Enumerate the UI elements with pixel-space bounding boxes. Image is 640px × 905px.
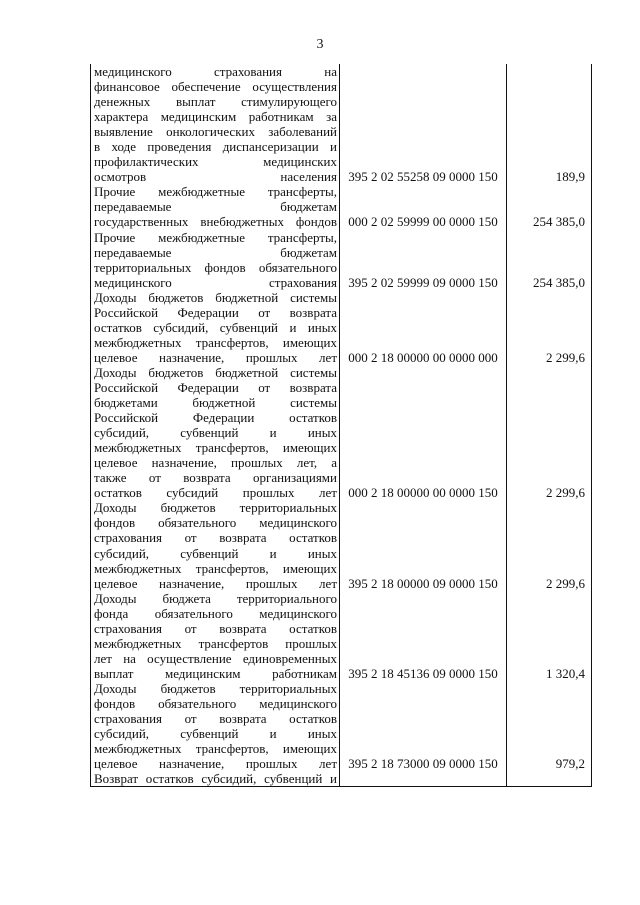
table-row <box>91 64 591 184</box>
revenue-description-cell <box>91 681 340 771</box>
table-row <box>91 184 591 229</box>
table-row <box>91 591 591 681</box>
description-line: медицинского страхования <box>94 274 337 290</box>
amount-cell: 979,2 <box>555 756 585 772</box>
description-line: Доходы бюджетов бюджетной системы <box>94 364 337 380</box>
description-line: страхования от возврата остатков <box>94 620 337 636</box>
description-line: Доходы бюджетов территориальных <box>94 680 337 696</box>
budget-table <box>90 64 592 787</box>
description-line: целевое назначение, прошлых лет, а <box>94 455 337 471</box>
description-line: Доходы бюджетов территориальных <box>94 500 337 516</box>
description-line: выплат медицинским работникам <box>94 665 337 681</box>
description-line: передаваемые бюджетам <box>94 199 337 215</box>
description-line: профилактических медицинских <box>94 154 337 170</box>
description-line: субсидий, субвенций и иных <box>94 545 337 561</box>
revenue-description-cell <box>91 771 340 786</box>
budget-classification-code-cell: 000 2 02 59999 00 0000 150 <box>340 184 507 229</box>
amount-cell <box>507 771 589 786</box>
description-line: Прочие межбюджетные трансферты, <box>94 184 337 200</box>
description-line: Российской Федерации от возврата <box>94 304 337 320</box>
description-line: страхования от возврата остатков <box>94 530 337 546</box>
budget-classification-code-cell: 395 2 18 45136 09 0000 150 <box>340 591 507 681</box>
description-line: медицинского страхования на <box>94 64 337 79</box>
description-line: характера медицинским работникам за <box>94 109 337 125</box>
description-line: выявление онкологических заболеваний <box>94 124 337 140</box>
revenue-description-cell <box>91 500 340 590</box>
description-line: субсидий, субвенций и иных <box>94 726 337 742</box>
budget-classification-code-cell <box>340 771 507 786</box>
description-line: межбюджетных трансфертов прошлых <box>94 635 337 651</box>
description-line: лет на осуществление единовременных <box>94 650 337 666</box>
table-row <box>91 681 591 771</box>
description-line: территориальных фондов обязательного <box>94 259 337 275</box>
description-line: финансовое обеспечение осуществления <box>94 79 337 95</box>
description-line: целевое назначение, прошлых лет <box>94 756 337 772</box>
description-line: межбюджетных трансфертов, имеющих <box>94 560 337 576</box>
description-line: государственных внебюджетных фондов <box>94 214 337 230</box>
budget-classification-code-cell: 000 2 18 00000 00 0000 000 <box>340 290 507 365</box>
amount-cell: 1 320,4 <box>546 665 585 681</box>
revenue-description-cell <box>91 290 340 365</box>
description-line: фондов обязательного медицинского <box>94 695 337 711</box>
amount-cell: 189,9 <box>555 169 585 185</box>
description-line: субсидий, субвенций и иных <box>94 425 337 441</box>
description-line: остатков субсидий, субвенций и иных <box>94 319 337 335</box>
description-line: Возврат остатков субсидий, субвенций и <box>94 771 337 787</box>
revenue-description-cell <box>91 591 340 681</box>
amount-cell: 254 385,0 <box>533 214 585 230</box>
description-line: в ходе проведения диспансеризации и <box>94 139 337 155</box>
budget-classification-code-cell: 395 2 02 55258 09 0000 150 <box>340 64 507 184</box>
description-line: денежных выплат стимулирующего <box>94 94 337 110</box>
description-line: межбюджетных трансфертов, имеющих <box>94 334 337 350</box>
description-line: бюджетами бюджетной системы <box>94 395 337 411</box>
revenue-description-cell <box>91 230 340 290</box>
description-line: Российской Федерации остатков <box>94 410 337 426</box>
description-line: целевое назначение, прошлых лет <box>94 575 337 591</box>
table-row <box>91 771 591 786</box>
amount-cell: 2 299,6 <box>546 349 585 365</box>
table-row <box>91 230 591 290</box>
description-line: страхования от возврата остатков <box>94 711 337 727</box>
page-number: 3 <box>316 37 324 52</box>
description-line: Доходы бюджетов бюджетной системы <box>94 289 337 305</box>
description-line: фонда обязательного медицинского <box>94 605 337 621</box>
budget-classification-code-cell: 000 2 18 00000 00 0000 150 <box>340 365 507 500</box>
description-line: осмотров населения <box>94 169 337 185</box>
description-line: межбюджетных трансфертов, имеющих <box>94 741 337 757</box>
amount-cell: 2 299,6 <box>546 575 585 591</box>
description-line: остатков субсидий прошлых лет <box>94 485 337 501</box>
budget-classification-code-cell: 395 2 02 59999 09 0000 150 <box>340 230 507 290</box>
table-row <box>91 500 591 590</box>
table-row <box>91 290 591 365</box>
revenue-description-cell <box>91 184 340 229</box>
description-line: фондов обязательного медицинского <box>94 515 337 531</box>
budget-classification-code-cell: 395 2 18 73000 09 0000 150 <box>340 681 507 771</box>
description-line: целевое назначение, прошлых лет <box>94 349 337 365</box>
description-line: также от возврата организациями <box>94 470 337 486</box>
description-line: Доходы бюджета территориального <box>94 590 337 606</box>
description-line: межбюджетных трансфертов, имеющих <box>94 440 337 456</box>
amount-cell: 254 385,0 <box>533 274 585 290</box>
revenue-description-cell <box>91 365 340 500</box>
description-line: Прочие межбюджетные трансферты, <box>94 229 337 245</box>
table-row <box>91 365 591 500</box>
budget-classification-code-cell: 395 2 18 00000 09 0000 150 <box>340 500 507 590</box>
description-line: Российской Федерации от возврата <box>94 379 337 395</box>
description-line: передаваемые бюджетам <box>94 244 337 260</box>
revenue-description-cell <box>91 64 340 184</box>
amount-cell: 2 299,6 <box>546 485 585 501</box>
